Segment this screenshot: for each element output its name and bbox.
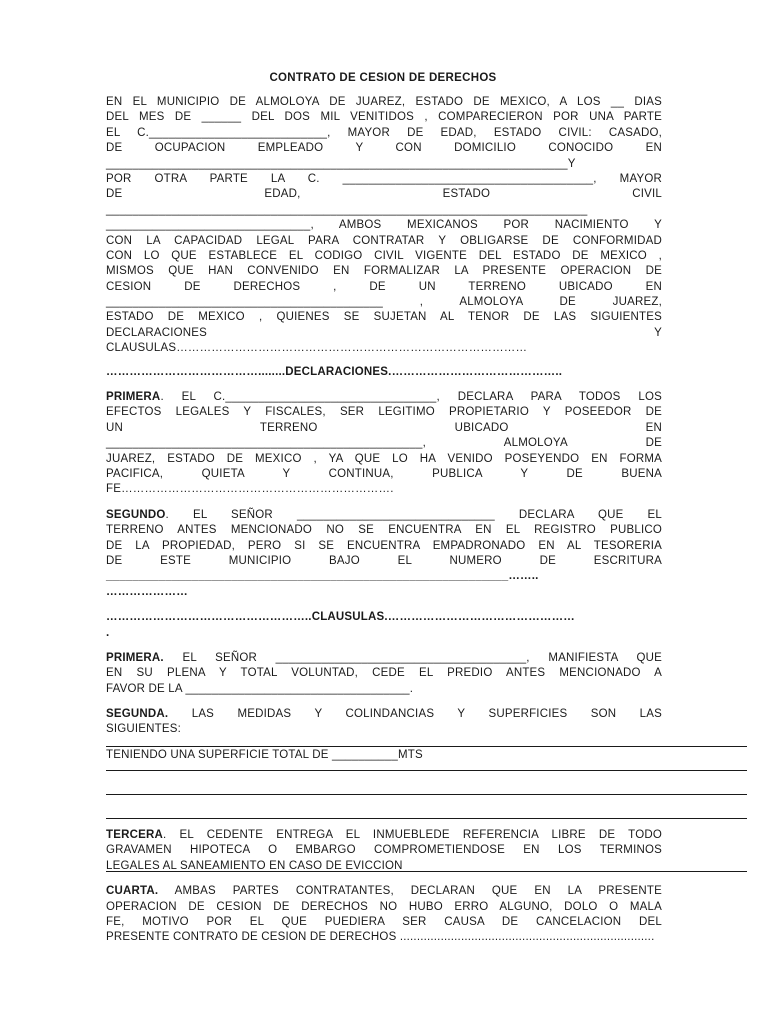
clause-label: SEGUNDA.	[106, 708, 169, 721]
text-line: FE, MOTIVO POR EL QUE PUEDIERA SER CAUSA DE CANCELACION DEL	[106, 915, 662, 928]
text-line: DE OCUPACION EMPLEADO Y CON DOMICILIO CONOCIDO EN	[106, 142, 662, 155]
text-line: ________________________________________________, ALMOLOYA DE	[106, 437, 662, 450]
blank-line	[106, 871, 747, 872]
text-line: PACIFICA, QUIETA Y CONTINUA, PUBLICA Y DE BUENA	[106, 467, 662, 480]
text-line: EL SEÑOR ______________________________________, MANIFIESTA QUE	[163, 651, 662, 664]
text-line: DEL MES DE ______ DEL DOS MIL VENITIDOS , COMPARECIERON POR UNA PARTE	[106, 111, 662, 124]
text-line: FAVOR DE LA __________________________________.	[106, 682, 414, 695]
text-line: GRAVAMEN HIPOTECA O EMBARGO COMPROMETIENDOSE EN LOS TERMINOS	[106, 844, 662, 857]
blank-line	[106, 794, 747, 795]
superficie-line: TENIENDO UNA SUPERFICIE TOTAL DE __________MTS	[106, 748, 423, 761]
text-line: SIGUIENTES:	[106, 723, 182, 736]
text-line: CON LA CAPACIDAD LEGAL PARA CONTRATAR Y OBLIGARSE DE CONFORMIDAD	[106, 234, 662, 247]
declaracion-segundo	[106, 508, 662, 600]
text-line: MISMOS QUE HAN CONVENIDO EN FORMALIZAR LA PRESENTE OPERACION DE	[106, 265, 662, 278]
text-line: …………………	[106, 585, 188, 598]
clause-label: TERCERA	[106, 829, 163, 841]
document-title: CONTRATO DE CESION DE DERECHOS	[269, 72, 497, 84]
blank-line	[106, 818, 747, 819]
clausulas-heading-block	[106, 610, 662, 641]
text-line: _____________________________________________________________……..	[106, 570, 539, 583]
tail-clauses	[106, 828, 747, 946]
text-line: _________________________________________________________________________	[106, 203, 588, 216]
text-line: LAS MEDIDAS Y COLINDANCIAS Y SUPERFICIES SON LAS	[168, 708, 662, 721]
text-line: CLAUSULAS………………………………………………………………………………	[106, 342, 528, 355]
declaraciones-heading: …………………………………........DECLARACIONES.……………………………………..	[106, 365, 563, 378]
clausulas-heading: ……………………………………………..CLAUSULAS.…………………………………………	[106, 611, 575, 624]
clause-label: SEGUNDO	[106, 508, 166, 521]
text-line: ______________________________________________________________________Y	[106, 157, 576, 170]
clausula-tercera	[106, 828, 662, 874]
clause-label: PRIMERA.	[106, 651, 164, 664]
text-line: . EL SEÑOR ______________________________ DECLARA QUE EL	[165, 508, 662, 521]
text-line: FE…………………………………………………………….	[106, 483, 394, 496]
text-line: DECLARACIONES Y	[106, 326, 662, 339]
clausulas-heading-tail: .	[106, 626, 110, 639]
text-line: EL C.___________________________, MAYOR DE EDAD, ESTADO CIVIL: CASADO,	[106, 126, 662, 139]
clausula-segunda	[106, 707, 662, 738]
blank-line	[106, 770, 747, 771]
text-line: _______________________________, AMBOS MEXICANOS POR NACIMIENTO Y	[106, 219, 662, 232]
text-line: AMBAS PARTES CONTRATANTES, DECLARAN QUE EN LA PRESENTE	[158, 885, 662, 898]
text-line: TERRENO ANTES MENCIONADO NO SE ENCUENTRA EN EL REGISTRO PUBLICO	[106, 524, 662, 537]
text-line: DE EDAD, ESTADO CIVIL	[106, 188, 662, 201]
text-line: UN TERRENO UBICADO EN	[106, 421, 662, 434]
text-line: CESION DE DERECHOS , DE UN TERRENO UBICADO EN	[106, 280, 662, 293]
clausula-cuarta	[106, 884, 662, 946]
text-line: CON LO QUE ESTABLECE EL CODIGO CIVIL VIGENTE DEL ESTADO DE MEXICO ,	[106, 249, 662, 262]
text-line: EFECTOS LEGALES Y FISCALES, SER LEGITIMO PROPIETARIO Y POSEEDOR DE	[106, 406, 662, 419]
clausula-primera	[106, 651, 662, 697]
text-line: POR OTRA PARTE LA C. ______________________________________, MAYOR	[106, 172, 662, 185]
text-line: EN SU PLENA Y TOTAL VOLUNTAD, CEDE EL PREDIO ANTES MENCIONADO A	[106, 667, 662, 680]
text-line: LEGALES AL SANEAMIENTO EN CASO DE EVICCION	[106, 859, 403, 872]
text-line: . EL C.________________________________, DECLARA PARA TODOS LOS	[160, 391, 662, 404]
intro-paragraph	[106, 95, 662, 357]
text-line: DE ESTE MUNICIPIO BAJO EL NUMERO DE ESCRITURA	[106, 554, 662, 567]
clause-label: PRIMERA	[106, 391, 161, 404]
text-line: JUAREZ, ESTADO DE MEXICO , YA QUE LO HA VENIDO POSEYENDO EN FORMA	[106, 452, 662, 465]
text-line: DE LA PROPIEDAD, PERO SI SE ENCUENTRA EMPADRONADO EN AL TESORERIA	[106, 539, 662, 552]
clause-label: CUARTA.	[106, 885, 159, 898]
contract-page	[106, 70, 662, 763]
declaracion-primera	[106, 390, 662, 498]
blank-line	[106, 746, 747, 747]
text-line: EN EL MUNICIPIO DE ALMOLOYA DE JUAREZ, ESTADO DE MEXICO, A LOS __ DIAS	[106, 96, 662, 108]
text-line: . EL CEDENTE ENTREGA EL INMUEBLEDE REFERENCIA LIBRE DE TODO	[163, 829, 662, 841]
text-line: OPERACION DE CESION DE DERECHOS NO HUBO ERRO ALGUNO, DOLO O MALA	[106, 900, 662, 913]
text-line: ESTADO DE MEXICO , QUIENES SE SUJETAN AL TENOR DE LAS SIGUIENTES	[106, 311, 662, 324]
text-line: PRESENTE CONTRATO DE CESION DE DERECHOS ...........................................................................	[106, 931, 655, 944]
text-line: __________________________________________ , ALMOLOYA DE JUAREZ,	[106, 296, 662, 309]
